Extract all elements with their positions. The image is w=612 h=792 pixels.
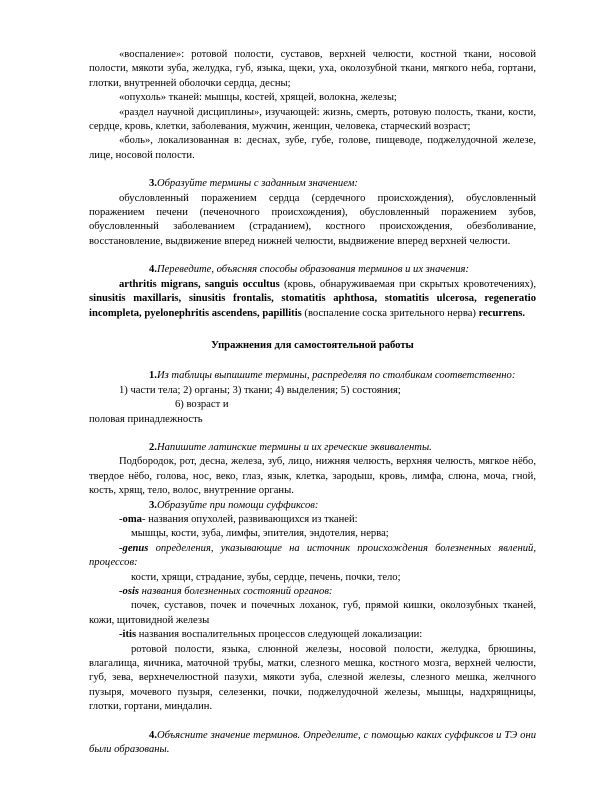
exercise-1-categories-cont: половая принадлежность — [89, 413, 203, 425]
spacer — [89, 715, 536, 729]
exercise-number: 1. — [149, 370, 157, 382]
paragraph-inflammation: «воспаление»: ротовой полости, суставов, верхней челюсти, костной ткани, носовой полости, мякоти зуба, желудка, губ, языка, щеки, уха, околозубной ткани, мягкого неба, гортани, глотки, внутренней оболочки сердца, десны; — [89, 49, 536, 89]
suffix-description: названия болезненных состояний органов: — [139, 586, 333, 597]
exercise-number: 4. — [149, 729, 157, 741]
latin-terms: arthritis migrans, sanguis occultus — [119, 278, 280, 290]
suffix-itis-line — [89, 628, 536, 642]
exercise-2-heading — [89, 441, 536, 455]
section-heading: Упражнения для самостоятельной работы — [211, 339, 414, 351]
suffix-genus-list: кости, хрящи, страдание, зубы, сердце, печень, почки, тело; — [131, 571, 401, 583]
spacer — [89, 163, 536, 177]
exercise-title: Напишите латинские термины и их греческие эквиваленты. — [156, 441, 432, 453]
task-title: Переведите, объясняя способы образования терминов и их значения: — [156, 264, 469, 276]
suffix-oma-list: мышцы, кости, зуба, лимфы, эпителия, эндотелия, нерва; — [131, 528, 389, 540]
exercise-3-heading — [89, 499, 536, 513]
exercise-1-categories — [89, 384, 536, 413]
task-4-heading — [89, 263, 536, 277]
spacer — [89, 321, 536, 339]
suffix-osis-line — [89, 585, 536, 599]
paragraph-pain: «боль», локализованная в: деснах, зубе, губе, голове, пищеводе, поджелудочной железе, лице, носовой полости. — [89, 135, 536, 161]
categories-list-end: 6) возраст и — [175, 399, 229, 411]
exercise-2-body: Подбородок, рот, десна, железа, зуб, лицо, нижняя челюсть, верхняя челюсть, мягкое нёбо, твердое нёбо, голова, нос, веко, глаз, язык, клетка, зародыш, кровь, лимфа, слюна, моча, гной, кость, хрящ, тело, волос, внутренние органы. — [89, 456, 536, 497]
latin-terms: recurrens. — [478, 307, 525, 319]
suffix-osis-list: почек, суставов, почек и почечных лоханок, губ, прямой кишки, околозубных тканей, кожи, щитовидной железы — [89, 600, 536, 626]
explanation: (воспаление соска зрительного нерва) — [301, 307, 479, 319]
exercise-4-heading — [89, 729, 536, 758]
task-number: 4. — [149, 264, 157, 276]
paragraph-discipline: «раздел научной дисциплины», изучающей: жизнь, смерть, ротовую полость, ткани, кости, сердце, кровь, клетки, заболевания, мужчин, женщин, человека, старческий возраст; — [89, 106, 536, 133]
suffix-description: названия воспалительных процессов следующей локализации: — [136, 629, 423, 641]
task-3-heading — [89, 177, 536, 191]
latin-terms: sinusitis maxillaris, sinusitis frontalis, stomatitis aphthosa, stomatitis ulcerosa, regeneratio incompleta, pyelonephritis ascendens, papillitis — [89, 293, 536, 319]
spacer — [89, 353, 536, 369]
explanation: (кровь, обнаруживаемая при скрытых кровотечениях), — [279, 278, 536, 290]
suffix-description: - названия опухолей, развивающихся из тканей: — [141, 513, 358, 525]
exercise-title: Из таблицы выпишите термины, распределяя по столбикам соответственно: — [156, 370, 516, 382]
suffix-description: определения, указывающие на источник происхождения болезненных явлений, процессов: — [89, 542, 536, 569]
suffix-label: -itis — [119, 629, 137, 641]
suffix-label: -genus — [119, 542, 149, 554]
suffix-label: -osis — [119, 586, 140, 597]
suffix-genus-line — [89, 542, 536, 571]
suffix-label: -oma — [119, 513, 142, 525]
document-page — [89, 0, 536, 757]
exercise-1-heading — [89, 369, 536, 383]
task-title: Образуйте термины с заданным значением: — [156, 178, 358, 190]
top-margin — [89, 0, 536, 48]
exercise-title: Образуйте при помощи суффиксов: — [156, 499, 319, 511]
exercise-title: Объясните значение терминов. Определите, с помощью каких суффиксов и ТЭ они были образованы. — [89, 729, 536, 756]
exercise-number: 3. — [149, 499, 157, 511]
suffix-itis-list: ротовой полости, языка, слюнной железы, носовой полости, желудка, брюшины, влагалища, яичника, маточной трубы, матки, слезного мешка, костного мозга, верхней челюсти, губ, зева, верхнечелюстной пазухи, мякоти зуба, слезной железы, слезного мешка, желчного пузыря, мочевого пузыря, селезенки, почки, поджелудочной железы, мышцы, надхрящницы, глотки, гортани, миндалин. — [89, 643, 536, 713]
task-3-body: обусловленный поражением сердца (сердечного происхождения), обусловленный поражением печени (печеночного происхождения), обусловленный поражением зубов, обусловленный заболеванием (страданием), костного происхождения, обезболивание, восстановление, выдвижение вперед нижней челюсти, выдвижение вперед верхней челюсти. — [89, 192, 536, 247]
paragraph-tumor: «опухоль» тканей: мышцы, костей, хрящей, волокна, железы; — [119, 92, 397, 104]
exercise-number: 2. — [149, 441, 157, 453]
suffix-oma-line — [89, 513, 536, 527]
spacer — [89, 427, 536, 441]
spacer — [89, 249, 536, 263]
task-4-body — [89, 278, 536, 321]
categories-list: 1) части тела; 2) органы; 3) ткани; 4) выделения; 5) состояния; — [119, 384, 401, 396]
task-number: 3. — [149, 178, 157, 190]
